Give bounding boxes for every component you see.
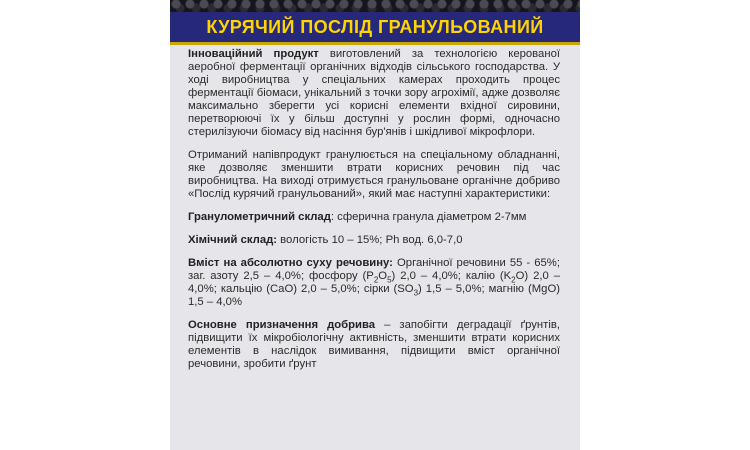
title-banner xyxy=(170,12,580,45)
chemical-text: вологість 10 – 15%; Ph вод. 6,0-7,0 xyxy=(277,234,463,246)
process-paragraph: Отриманий напівпродукт гранулюється на спеціальному обладнанні, яке дозволяє зменшити втрати корисних речовин під час виробництва. На виході отримується гранульоване органічне добриво «Послід курячий гранульований», який має наступні характеристики: xyxy=(188,149,560,200)
dry-matter-sub-2: 5 xyxy=(387,275,392,285)
product-title: КУРЯЧИЙ ПОСЛІД ГРАНУЛЬОВАНИЙ xyxy=(206,16,544,37)
purpose-paragraph xyxy=(188,319,560,371)
intro-paragraph xyxy=(188,48,560,139)
granulometric-label: Гранулометричний склад xyxy=(188,211,331,223)
dry-matter-sub-3: 2 xyxy=(511,275,516,285)
chemical-paragraph xyxy=(188,234,560,247)
product-leaflet xyxy=(170,0,580,450)
dry-matter-text-3: ) 2,0 – 4,0%; калію (K xyxy=(391,270,512,282)
granulometric-paragraph xyxy=(188,211,560,224)
dry-matter-text-1: Органічної речовини 55 - 65%; заг. азоту 2,5 – 4,0%; фосфору (P xyxy=(188,257,560,282)
dry-matter-text-2: O xyxy=(378,270,388,282)
dry-matter-paragraph xyxy=(188,257,560,309)
purpose-label: Основне призначення добрива xyxy=(188,319,376,331)
dry-matter-sub-1: 2 xyxy=(373,275,379,285)
chemical-label: Хімічний склад: xyxy=(188,234,278,246)
description-body xyxy=(188,48,560,381)
intro-lead: Інноваційний продукт xyxy=(188,48,319,60)
dry-matter-text-5: ) 1,5 – 5,0%; магнію (MgO) 1,5 – 4,0% xyxy=(188,283,560,308)
granulometric-text: : сферична гранула діаметром 2-7мм xyxy=(330,211,527,223)
purpose-text: – запобігти деградації ґрунтів, підвищити їх мікробіологічну активність, зменшити втрати корисних елементів в наслідок вимивання, підвищити вміст органічної речовини, зробити ґрунт xyxy=(188,319,560,370)
dry-matter-sub-4: 3 xyxy=(413,288,419,298)
intro-text: виготовлений за технологією керованої аеробної ферментації органічних відходів сільського господарства. У ході виробництва у спеціальних камерах проходить процес ферментації біомаси, унікальний з точки зору агрохімії, адже дозволяє максимально зберегти усі корисні елементи вхідної сировини, перетворюючі їх у більш доступні у рослин формі, одночасно стерилізуючи біомасу від насіння бур'янів і шкідливої мікрофлори. xyxy=(188,48,560,138)
dry-matter-text-4: O) 2,0 – 4,0%; кальцію (CaO) 2,0 – 5,0%; сірки (SO xyxy=(188,270,560,295)
dry-matter-label: Вміст на абсолютно суху речовину: xyxy=(188,257,393,269)
